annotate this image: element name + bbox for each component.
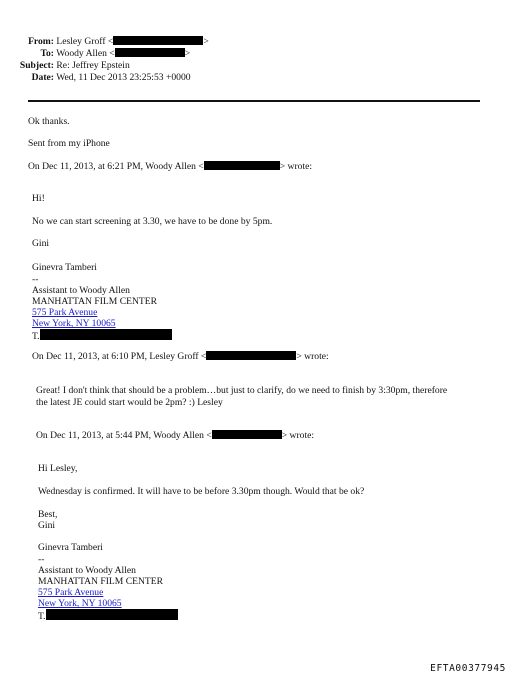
to-value: Woody Allen < [56,48,115,59]
quote1-sig-street-link[interactable]: 575 Park Avenue [32,307,98,318]
quote3-signoff: Gini [38,520,56,531]
intro-text: > wrote: [296,351,329,362]
header-subject-row [6,60,130,71]
header-to-row [6,48,190,59]
quote1-sig-title: Assistant to Woody Allen [32,285,130,296]
quote3-sig-company: MANHATTAN FILM CENTER [38,576,164,587]
quote3-sig-title: Assistant to Woody Allen [38,565,136,576]
to-label: To: [40,48,54,59]
redaction-bar [40,329,172,340]
bracket: > [184,48,191,59]
quote3-sig-dash: -- [38,554,45,565]
phone-label: T. [32,331,40,342]
quote3-best: Best, [38,509,58,520]
reply-signature: Sent from my iPhone [28,138,110,149]
quote2-body-line1: Great! I don't think that should be a problem…but just to clarify, do we need to finish by 3:30pm, therefore [36,385,448,396]
quote1-sig-city-link[interactable]: New York, NY 10065 [32,318,116,329]
document-id: EFTA00377945 [430,663,506,674]
quote3-greeting: Hi Lesley, [38,463,78,474]
redaction-bar [113,36,203,45]
quote3-sig-street-link[interactable]: 575 Park Avenue [38,587,104,598]
quote3-intro [36,430,314,441]
quote2-intro [32,351,329,362]
intro-text: On Dec 11, 2013, at 6:10 PM, Lesley Groff < [32,351,207,362]
intro-text: > wrote: [279,161,313,172]
quote1-sig-dash: -- [32,274,39,285]
intro-text: On Dec 11, 2013, at 5:44 PM, Woody Allen < [36,430,212,441]
redaction-bar [46,609,178,620]
quote1-sig-name: Ginevra Tamberi [32,262,97,273]
date-value: Wed, 11 Dec 2013 23:25:53 +0000 [56,72,191,83]
redaction-bar [115,48,185,57]
quote3-body: Wednesday is confirmed. It will have to be before 3.30pm though. Would that be ok? [38,486,365,497]
quote3-sig-city-link[interactable]: New York, NY 10065 [38,598,122,609]
from-label: From: [28,36,54,47]
header-from-row [6,36,209,47]
subject-value: Re: Jeffrey Epstein [56,60,130,71]
quote3-sig-name: Ginevra Tamberi [38,542,103,553]
quote1-body: No we can start screening at 3.30, we have to be done by 5pm. [32,216,273,227]
redaction-bar [212,430,282,439]
header-date-row [6,72,191,83]
intro-text: On Dec 11, 2013, at 6:21 PM, Woody Allen < [28,161,204,172]
date-label: Date: [31,72,54,83]
quote2-body-line2: the latest JE could start would be 2pm? :) Lesley [36,397,223,408]
from-value: Lesley Groff < [56,36,114,47]
quote1-greeting: Hi! [32,193,45,204]
quote1-signoff: Gini [32,238,50,249]
reply-line: Ok thanks. [28,116,70,127]
quote3-sig-phone [38,609,178,622]
intro-text: > wrote: [281,430,315,441]
quote1-sig-company: MANHATTAN FILM CENTER [32,296,158,307]
header-divider [28,100,480,102]
quote1-intro [28,161,312,172]
quote1-sig-phone [32,329,172,342]
phone-label: T. [38,611,46,622]
subject-label: Subject: [19,60,54,71]
redaction-bar [206,351,296,360]
bracket: > [203,36,209,47]
redaction-bar [204,161,280,170]
